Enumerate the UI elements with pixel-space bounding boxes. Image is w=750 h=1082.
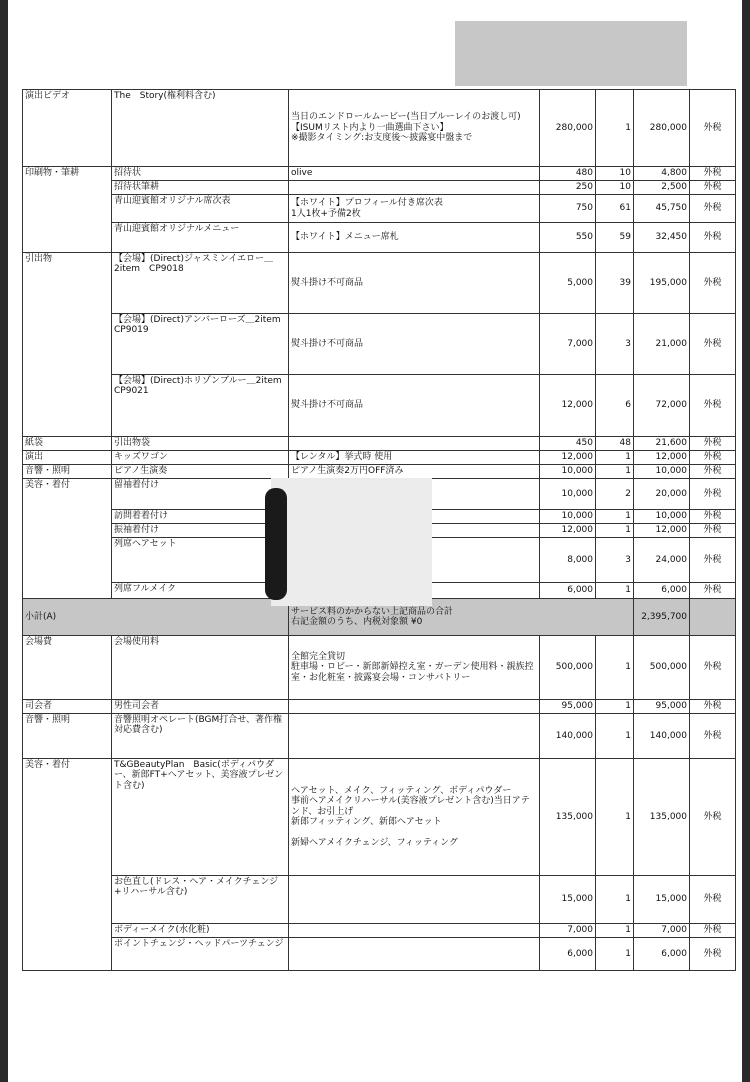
table-row <box>23 700 736 714</box>
tax-cell: 外税 <box>690 195 736 223</box>
quantity-cell: 10 <box>596 167 634 181</box>
table-row <box>23 375 736 437</box>
description-cell <box>289 700 540 714</box>
subtotal-description: サービス料のかからない上記商品の合計 右記金額のうち、内税対象額 ¥0 <box>289 599 634 636</box>
description-cell: 熨斗掛け不可商品 <box>289 314 540 375</box>
tax-cell: 外税 <box>690 524 736 538</box>
unit-price-cell: 7,000 <box>540 314 596 375</box>
tax-cell: 外税 <box>690 167 736 181</box>
unit-price-cell: 10,000 <box>540 510 596 524</box>
quantity-cell: 59 <box>596 223 634 253</box>
table-row <box>23 465 736 479</box>
table-row <box>23 223 736 253</box>
table-row <box>23 938 736 971</box>
category-cell: 引出物 <box>23 253 112 437</box>
quantity-cell: 1 <box>596 636 634 700</box>
tax-cell: 外税 <box>690 759 736 876</box>
table-row <box>23 714 736 759</box>
unit-price-cell: 95,000 <box>540 700 596 714</box>
subtotal-label: 小計(A) <box>23 599 289 636</box>
item-name-cell: キッズワゴン <box>112 451 289 465</box>
table-row <box>23 181 736 195</box>
category-cell: 美容・着付 <box>23 479 112 599</box>
description-cell: 当日のエンドロールムービー(当日ブルーレイのお渡し可) 【ISUMリスト内より一曲選曲下さい】 ※撮影タイミング:お支度後〜披露宴中盤まで <box>289 90 540 167</box>
item-name-cell: 青山迎賓館オリジナル席次表 <box>112 195 289 223</box>
quantity-cell: 3 <box>596 314 634 375</box>
unit-price-cell: 15,000 <box>540 876 596 924</box>
item-name-cell: 引出物袋 <box>112 437 289 451</box>
category-cell: 演出 <box>23 451 112 465</box>
tax-cell: 外税 <box>690 465 736 479</box>
description-cell: 【ホワイト】メニュー席札 <box>289 223 540 253</box>
quantity-cell: 1 <box>596 465 634 479</box>
amount-cell: 45,750 <box>634 195 690 223</box>
unit-price-cell: 5,000 <box>540 253 596 314</box>
table-row <box>23 924 736 938</box>
unit-price-cell: 750 <box>540 195 596 223</box>
unit-price-cell: 135,000 <box>540 759 596 876</box>
amount-cell: 10,000 <box>634 465 690 479</box>
amount-cell: 21,600 <box>634 437 690 451</box>
quantity-cell: 1 <box>596 876 634 924</box>
amount-cell: 195,000 <box>634 253 690 314</box>
table-row <box>23 759 736 876</box>
amount-cell: 135,000 <box>634 759 690 876</box>
tax-cell: 外税 <box>690 510 736 524</box>
category-cell: 美容・着付 <box>23 759 112 971</box>
amount-cell: 72,000 <box>634 375 690 437</box>
amount-cell: 95,000 <box>634 700 690 714</box>
amount-cell: 6,000 <box>634 583 690 599</box>
redaction-block-middle <box>271 478 432 606</box>
unit-price-cell: 12,000 <box>540 524 596 538</box>
category-cell: 紙袋 <box>23 437 112 451</box>
tax-cell: 外税 <box>690 253 736 314</box>
tax-cell: 外税 <box>690 876 736 924</box>
quantity-cell: 39 <box>596 253 634 314</box>
table-row <box>23 636 736 700</box>
unit-price-cell: 140,000 <box>540 714 596 759</box>
quantity-cell: 1 <box>596 451 634 465</box>
item-name-cell: 列席ヘアセット <box>112 538 289 583</box>
description-cell: 【ホワイト】プロフィール付き席次表 1人1枚+予備2枚 <box>289 195 540 223</box>
amount-cell: 2,500 <box>634 181 690 195</box>
quantity-cell: 1 <box>596 524 634 538</box>
description-cell: 熨斗掛け不可商品 <box>289 375 540 437</box>
tax-cell: 外税 <box>690 314 736 375</box>
amount-cell: 500,000 <box>634 636 690 700</box>
table-row <box>23 451 736 465</box>
tax-cell: 外税 <box>690 700 736 714</box>
tax-cell: 外税 <box>690 714 736 759</box>
tax-cell: 外税 <box>690 538 736 583</box>
subtotal-amount: 2,395,700 <box>634 599 690 636</box>
quantity-cell: 1 <box>596 924 634 938</box>
amount-cell: 7,000 <box>634 924 690 938</box>
quantity-cell: 1 <box>596 938 634 971</box>
item-name-cell: 音響照明オペレート(BGM打合せ、著作権対応費含む) <box>112 714 289 759</box>
amount-cell: 140,000 <box>634 714 690 759</box>
unit-price-cell: 250 <box>540 181 596 195</box>
item-name-cell: 【会場】(Direct)ジャスミンイエロー＿2item CP9018 <box>112 253 289 314</box>
category-cell: 印刷物・筆耕 <box>23 167 112 253</box>
amount-cell: 6,000 <box>634 938 690 971</box>
description-cell <box>289 181 540 195</box>
description-cell <box>289 924 540 938</box>
unit-price-cell: 280,000 <box>540 90 596 167</box>
item-name-cell: 【会場】(Direct)ホリゾンブルー＿2item CP9021 <box>112 375 289 437</box>
item-name-cell: お色直し(ドレス・ヘア・メイクチェンジ+リハーサル含む) <box>112 876 289 924</box>
unit-price-cell: 550 <box>540 223 596 253</box>
quantity-cell: 2 <box>596 479 634 510</box>
item-name-cell: 男性司会者 <box>112 700 289 714</box>
description-cell: olive <box>289 167 540 181</box>
unit-price-cell: 7,000 <box>540 924 596 938</box>
description-cell: 熨斗掛け不可商品 <box>289 253 540 314</box>
unit-price-cell: 12,000 <box>540 375 596 437</box>
amount-cell: 12,000 <box>634 524 690 538</box>
tax-cell: 外税 <box>690 924 736 938</box>
unit-price-cell: 450 <box>540 437 596 451</box>
tax-cell: 外税 <box>690 451 736 465</box>
quantity-cell: 10 <box>596 181 634 195</box>
category-cell: 音響・照明 <box>23 465 112 479</box>
subtotal-tax <box>690 599 736 636</box>
unit-price-cell: 12,000 <box>540 451 596 465</box>
unit-price-cell: 480 <box>540 167 596 181</box>
amount-cell: 21,000 <box>634 314 690 375</box>
tax-cell: 外税 <box>690 938 736 971</box>
amount-cell: 4,800 <box>634 167 690 181</box>
unit-price-cell: 10,000 <box>540 465 596 479</box>
tax-cell: 外税 <box>690 375 736 437</box>
unit-price-cell: 500,000 <box>540 636 596 700</box>
item-name-cell: ピアノ生演奏 <box>112 465 289 479</box>
item-name-cell: ボディーメイク(水化粧) <box>112 924 289 938</box>
item-name-cell: ポイントチェンジ・ヘッドパーツチェンジ <box>112 938 289 971</box>
category-cell: 会場費 <box>23 636 112 700</box>
quantity-cell: 3 <box>596 538 634 583</box>
quantity-cell: 1 <box>596 700 634 714</box>
description-cell <box>289 938 540 971</box>
description-cell <box>289 876 540 924</box>
table-row <box>23 876 736 924</box>
table-row <box>23 253 736 314</box>
quantity-cell: 61 <box>596 195 634 223</box>
description-cell <box>289 437 540 451</box>
category-cell: 司会者 <box>23 700 112 714</box>
tax-cell: 外税 <box>690 479 736 510</box>
description-cell: 全館完全貸切 駐車場・ロビー・新郎新婦控え室・ガーデン使用料・親族控室・お化粧室・披露宴会場・コンサバトリー <box>289 636 540 700</box>
item-name-cell: 留袖着付け <box>112 479 289 510</box>
table-row <box>23 437 736 451</box>
item-name-cell: 招待状 <box>112 167 289 181</box>
amount-cell: 280,000 <box>634 90 690 167</box>
item-name-cell: 招待状筆耕 <box>112 181 289 195</box>
item-name-cell: T&GBeautyPlan Basic(ボディパウダー、新郎FT+ヘアセット、美容液プレゼント含む) <box>112 759 289 876</box>
table-row <box>23 167 736 181</box>
description-cell <box>289 714 540 759</box>
quantity-cell: 1 <box>596 90 634 167</box>
quantity-cell: 6 <box>596 375 634 437</box>
item-name-cell: The Story(権利料含む) <box>112 90 289 167</box>
quantity-cell: 1 <box>596 759 634 876</box>
unit-price-cell: 10,000 <box>540 479 596 510</box>
quantity-cell: 1 <box>596 583 634 599</box>
description-cell: ピアノ生演奏2万円OFF済み <box>289 465 540 479</box>
amount-cell: 24,000 <box>634 538 690 583</box>
tax-cell: 外税 <box>690 90 736 167</box>
unit-price-cell: 6,000 <box>540 938 596 971</box>
item-name-cell: 青山迎賓館オリジナルメニュー <box>112 223 289 253</box>
item-name-cell: 振袖着付け <box>112 524 289 538</box>
unit-price-cell: 8,000 <box>540 538 596 583</box>
amount-cell: 20,000 <box>634 479 690 510</box>
item-name-cell: 会場使用料 <box>112 636 289 700</box>
quantity-cell: 1 <box>596 510 634 524</box>
category-cell: 演出ビデオ <box>23 90 112 167</box>
table-row <box>23 90 736 167</box>
item-name-cell: 【会場】(Direct)アンバーローズ＿2item CP9019 <box>112 314 289 375</box>
tax-cell: 外税 <box>690 223 736 253</box>
description-cell: ヘアセット、メイク、フィッティング、ボディパウダー 事前ヘアメイクリハーサル(美容液プレゼント含む)当日アテンド、お引上げ 新郎フィッティング、新郎ヘアセット 新婦ヘアメイクチェンジ、フィッティング <box>289 759 540 876</box>
amount-cell: 12,000 <box>634 451 690 465</box>
redaction-block-top <box>455 21 687 86</box>
item-name-cell: 列席フルメイク <box>112 583 289 599</box>
quantity-cell: 48 <box>596 437 634 451</box>
item-name-cell: 訪問着着付け <box>112 510 289 524</box>
tax-cell: 外税 <box>690 181 736 195</box>
tax-cell: 外税 <box>690 583 736 599</box>
table-row <box>23 314 736 375</box>
tax-cell: 外税 <box>690 636 736 700</box>
description-cell: 【レンタル】挙式時 使用 <box>289 451 540 465</box>
amount-cell: 15,000 <box>634 876 690 924</box>
quantity-cell: 1 <box>596 714 634 759</box>
amount-cell: 10,000 <box>634 510 690 524</box>
category-cell: 音響・照明 <box>23 714 112 759</box>
unit-price-cell: 6,000 <box>540 583 596 599</box>
amount-cell: 32,450 <box>634 223 690 253</box>
tax-cell: 外税 <box>690 437 736 451</box>
table-row <box>23 195 736 223</box>
